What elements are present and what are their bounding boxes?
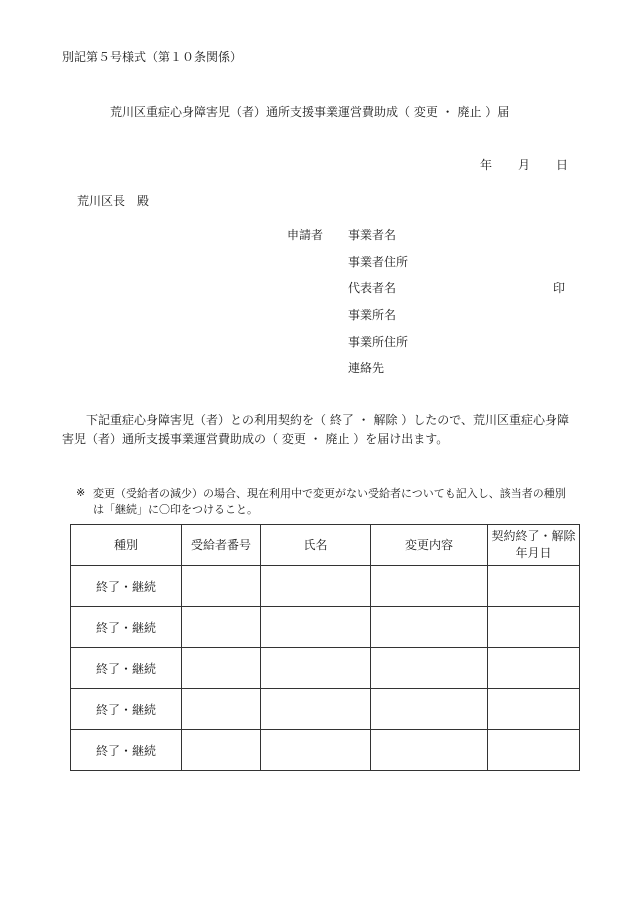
recipient-number-cell[interactable]	[182, 730, 261, 771]
entry-table	[70, 524, 580, 771]
body-paragraph	[62, 411, 570, 449]
name-cell[interactable]	[261, 566, 371, 607]
table-header-row	[71, 525, 580, 566]
header-recipient-number: 受給者番号	[182, 525, 261, 566]
field-representative-name: 代表者名	[348, 281, 397, 295]
row-type-cell: 終了・継続	[71, 648, 182, 689]
name-cell[interactable]	[261, 607, 371, 648]
row-type-cell: 終了・継続	[71, 607, 182, 648]
termination-date-cell[interactable]	[488, 607, 580, 648]
change-details-cell[interactable]	[371, 566, 488, 607]
body-text: 下記重症心身障害児（者）との利用契約を（ 終了 ・ 解除 ）したので、荒川区重症心身障害児（者）通所支援事業運営費助成の（ 変更 ・ 廃止 ）を届け出ます。	[62, 413, 570, 446]
termination-date-cell[interactable]	[488, 648, 580, 689]
change-details-cell[interactable]	[371, 648, 488, 689]
table-row	[71, 689, 580, 730]
header-type: 種別	[71, 525, 182, 566]
note-text: 変更（受給者の減少）の場合、現在利用中で変更がない受給者についても記入し、該当者の種別は「継続」に〇印をつけること。	[93, 487, 566, 516]
recipient-number-cell[interactable]	[182, 689, 261, 730]
header-termination-date: 契約終了・解除 年月日	[488, 525, 580, 566]
name-cell[interactable]	[261, 730, 371, 771]
addressee: 荒川区長 殿	[77, 194, 150, 208]
change-details-cell[interactable]	[371, 607, 488, 648]
field-contact: 連絡先	[348, 361, 385, 375]
note-mark: ※	[76, 486, 86, 499]
row-type-cell: 終了・継続	[71, 730, 182, 771]
form-reference: 別記第５号様式（第１０条関係）	[62, 50, 243, 64]
field-office-name: 事業所名	[348, 308, 397, 322]
header-change-details: 変更内容	[371, 525, 488, 566]
field-office-address: 事業所住所	[348, 335, 409, 349]
table-row	[71, 607, 580, 648]
document-title: 荒川区重症心身障害児（者）通所支援事業運営費助成（ 変更 ・ 廃止 ）届	[110, 105, 510, 119]
table-row	[71, 566, 580, 607]
field-business-name: 事業者名	[348, 228, 397, 242]
name-cell[interactable]	[261, 689, 371, 730]
termination-date-cell[interactable]	[488, 689, 580, 730]
termination-date-cell[interactable]	[488, 566, 580, 607]
change-details-cell[interactable]	[371, 730, 488, 771]
row-type-cell: 終了・継続	[71, 566, 182, 607]
applicant-label: 申請者	[287, 228, 324, 242]
change-details-cell[interactable]	[371, 689, 488, 730]
recipient-number-cell[interactable]	[182, 648, 261, 689]
date-day: 日	[556, 158, 569, 172]
table-row	[71, 730, 580, 771]
table-row	[71, 648, 580, 689]
recipient-number-cell[interactable]	[182, 566, 261, 607]
field-business-address: 事業者住所	[348, 255, 409, 269]
termination-date-cell[interactable]	[488, 730, 580, 771]
date-year: 年	[480, 158, 493, 172]
name-cell[interactable]	[261, 648, 371, 689]
seal-mark: 印	[553, 281, 566, 295]
header-name: 氏名	[261, 525, 371, 566]
date-month: 月	[518, 158, 531, 172]
row-type-cell: 終了・継続	[71, 689, 182, 730]
date-line	[480, 156, 568, 173]
recipient-number-cell[interactable]	[182, 607, 261, 648]
